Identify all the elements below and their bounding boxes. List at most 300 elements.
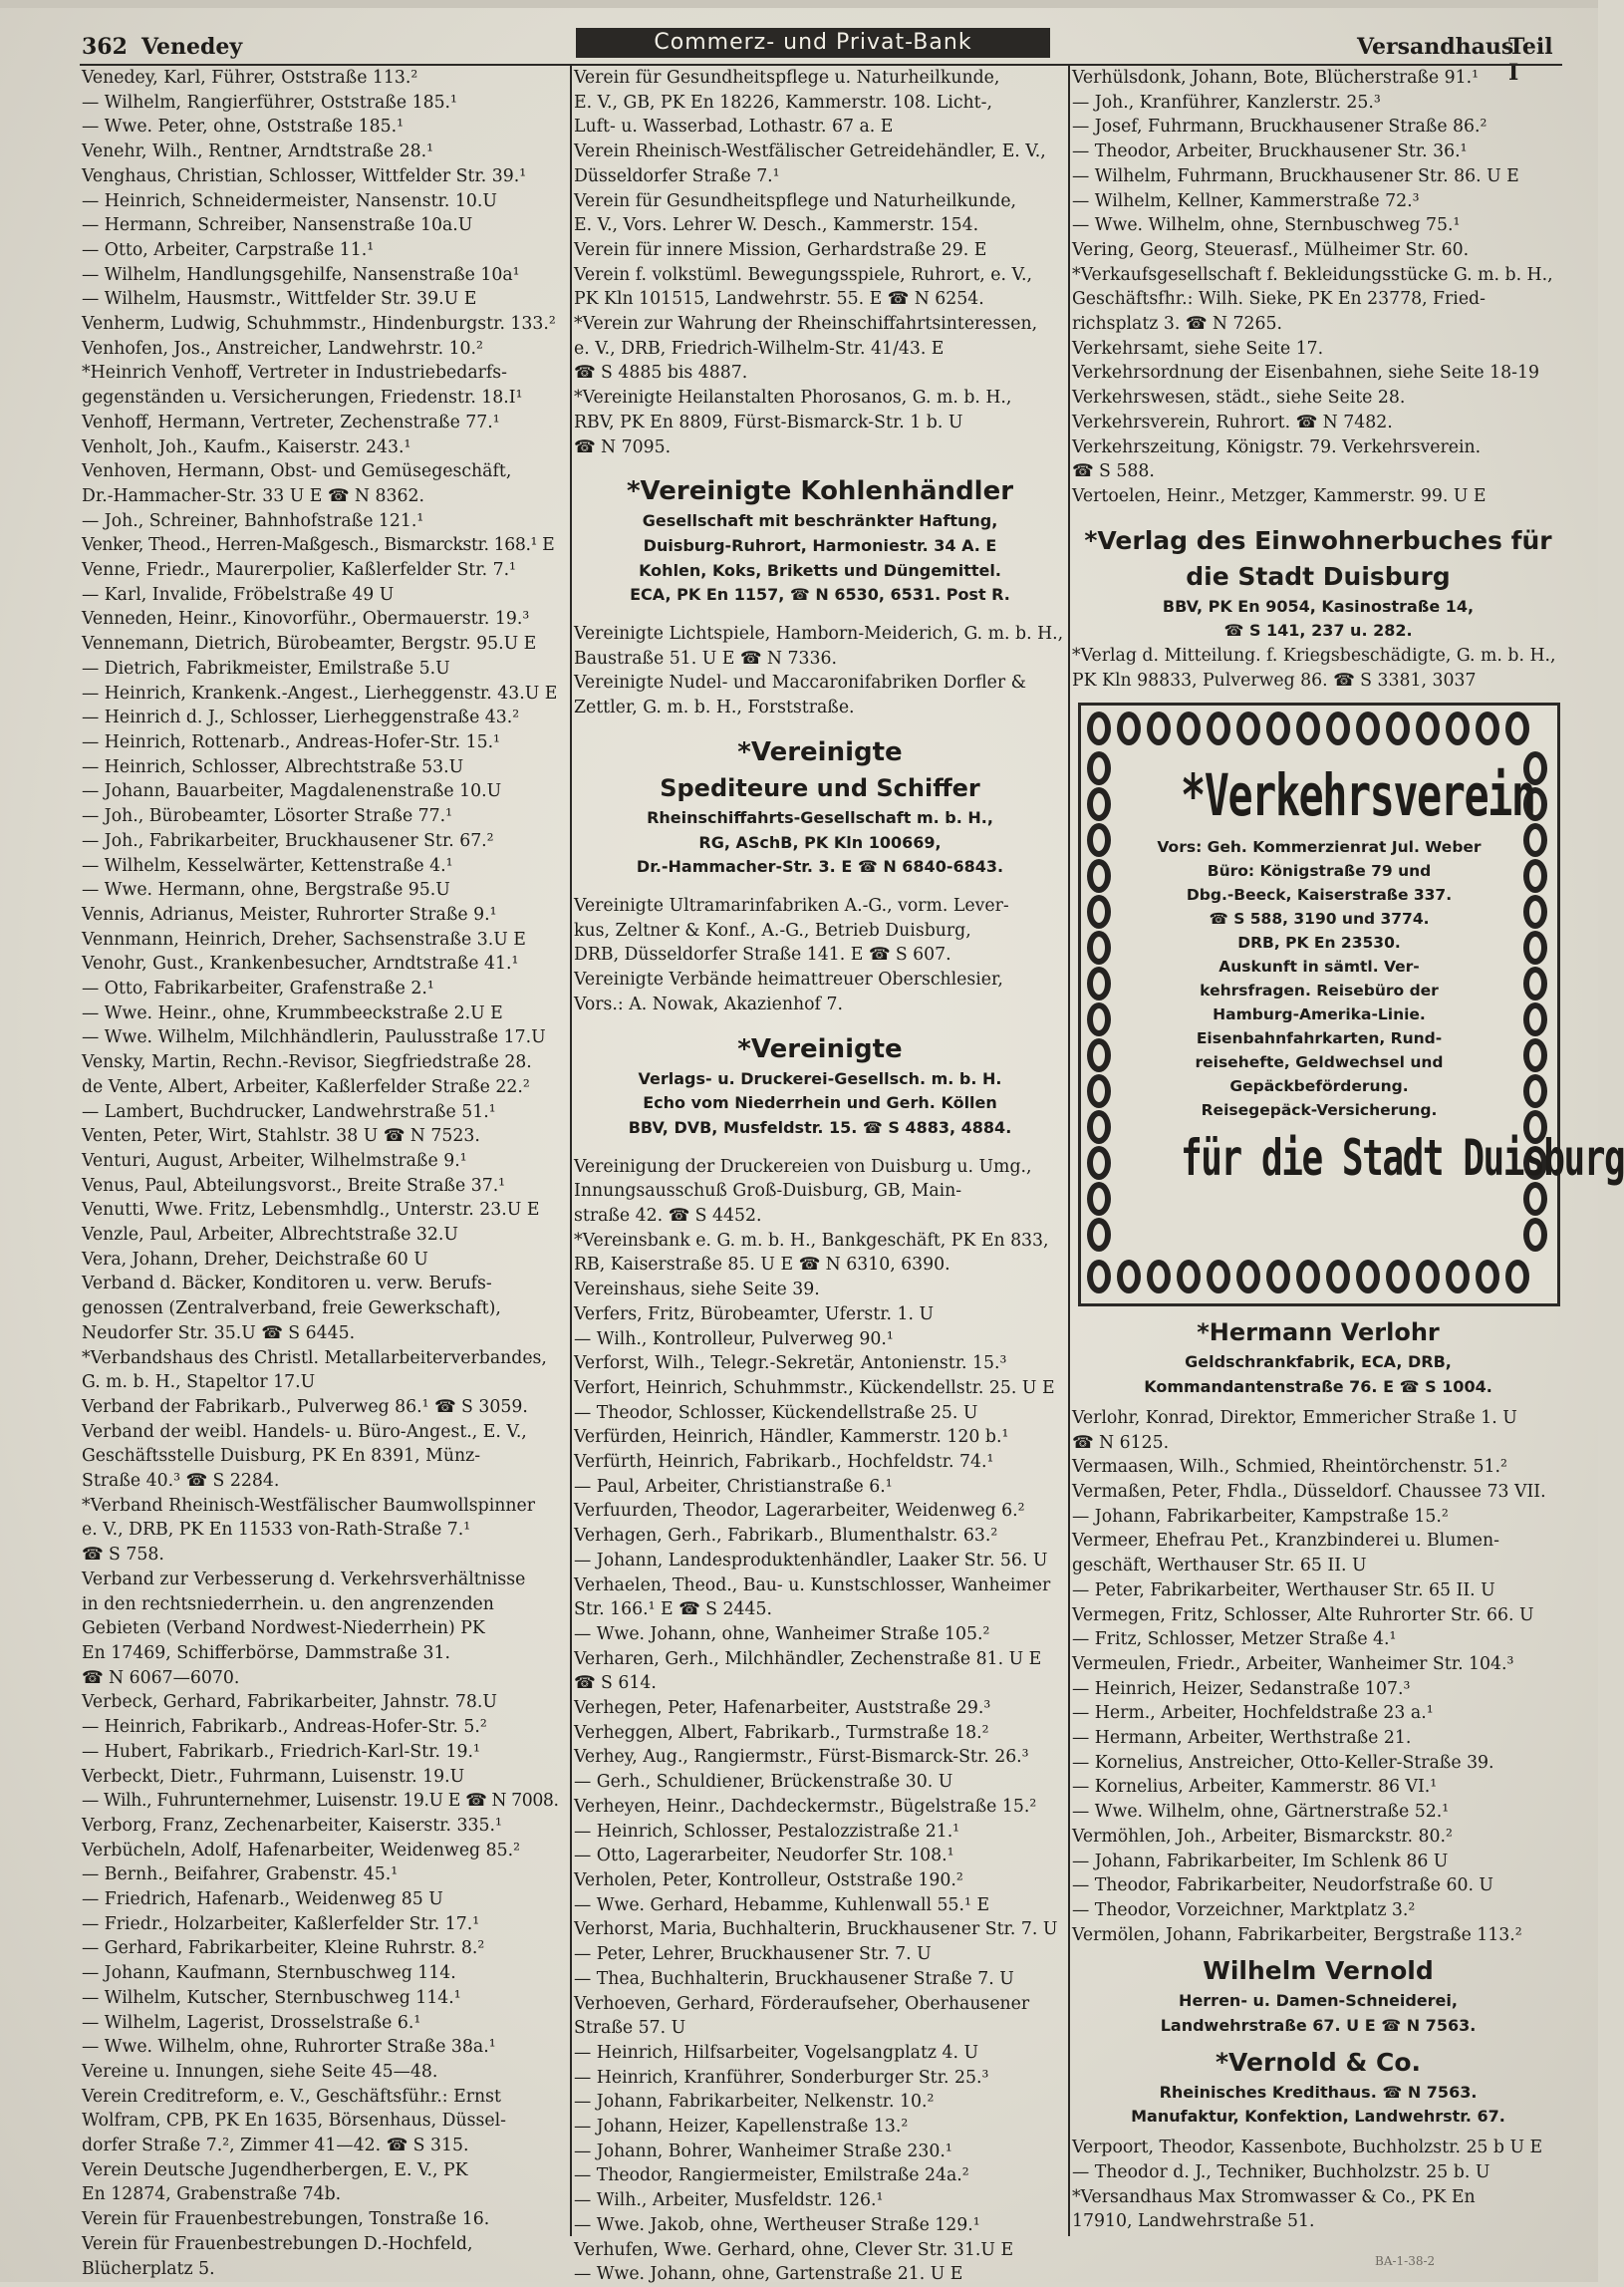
ad-verlag-title-2: die Stadt Duisburg [1186,561,1451,591]
directory-entry: Venker, Theod., Herren-Maßgesch., Bismarckstr. 168.¹ E [82,535,555,556]
directory-entry: Verkehrsamt, siehe Seite 17. [1072,338,1324,359]
directory-entry: ☎ N 7095. [574,436,672,457]
ring-ornament [1523,1038,1547,1072]
ring-ornament [1476,712,1499,745]
directory-entry: — Bernh., Beifahrer, Grabenstr. 45.¹ [82,1864,399,1885]
ad-kohlenhaendler-title: *Vereinigte Kohlenhändler [626,476,1014,507]
directory-entry: Vereine u. Innungen, siehe Seite 45—48. [82,2061,438,2082]
ad-line: reisehefte, Geldwechsel und [1195,1053,1444,1072]
right-entries-top [1072,66,1564,509]
directory-entry: Venholt, Joh., Kaufm., Kaiserstr. 243.¹ [82,436,411,457]
directory-entry: — Theodor, Rangiermeister, Emilstraße 24a.² [574,2165,969,2186]
middle-entries-bottom [574,1155,1066,2287]
ring-ornament [1117,712,1141,745]
right-entries-bottom [1072,2136,1564,2234]
directory-entry: Verforst, Wilh., Telegr.-Sekretär, Antonienstr. 15.³ [574,1353,1007,1374]
ring-ornament [1087,712,1111,745]
directory-entry: Verein Creditreform, e. V., Geschäftsführ.: Ernst [82,2086,501,2107]
directory-entry: — Heinrich, Schlosser, Pestalozzistraße 21.¹ [574,1821,960,1842]
directory-entry: Verein Rheinisch-Westfälischer Getreidehändler, E. V., [574,142,1046,162]
directory-entry: Verkehrsverein, Ruhrort. ☎ N 7482. [1072,412,1393,432]
directory-entry: — Wilh., Arbeiter, Musfeldstr. 126.¹ [574,2190,884,2211]
ring-ornament [1236,712,1260,745]
ad-vernold-lines [1072,1989,1564,2038]
directory-entry: *Vereinsbank e. G. m. b. H., Bankgeschäft, PK En 833, [574,1230,1049,1251]
directory-entry: Verholen, Peter, Kontrolleur, Oststraße 190.² [574,1870,963,1890]
bank-banner: Commerz- und Privat-Bank [576,28,1050,58]
ring-ornament [1266,712,1290,745]
directory-entry: En 12874, Grabenstraße 74b. [82,2184,342,2205]
ring-ornament [1087,895,1111,929]
directory-entry: — Wilh., Kontrolleur, Pulverweg 90.¹ [574,1328,894,1349]
directory-entry: — Wilhelm, Fuhrmann, Bruckhausener Str. 86. U E [1072,165,1519,186]
directory-entry: Verein für innere Mission, Gerhardstraße 29. E [574,239,987,260]
directory-entry: Vereinshaus, siehe Seite 39. [574,1280,820,1300]
ad-line: Gepäckbeförderung. [1229,1077,1409,1096]
ad-line: Kommandantenstraße 76. E ☎ S 1004. [1144,1377,1492,1397]
directory-entry: — Johann, Bohrer, Wanheimer Straße 230.¹ [574,2141,952,2161]
directory-entry: Verheggen, Albert, Fabrikarb., Turmstraße 18.² [574,1722,989,1743]
directory-entry: En 17469, Schifferbörse, Dammstraße 31. [82,1643,451,1663]
directory-entry: Venutti, Wwe. Fritz, Lebensmhdlg., Unterstr. 23.U E [82,1200,540,1221]
directory-entry: Venehr, Wilh., Rentner, Arndtstraße 28.¹ [82,142,434,162]
ring-ornament [1087,1002,1111,1036]
directory-entry: Vereinigte Verbände heimattreuer Oberschlesier, [574,970,1003,991]
directory-entry: — Herm., Arbeiter, Hochfeldstraße 23 a.¹ [1072,1703,1434,1724]
directory-entry: — Wwe. Peter, ohne, Oststraße 185.¹ [82,117,405,138]
column-right [1072,66,1624,2234]
ring-ornament [1416,712,1440,745]
ring-ornament [1523,859,1547,893]
ring-ornament [1523,1002,1547,1036]
ring-ornament [1087,823,1111,857]
directory-entry: — Heinrich, Krankenk.-Angest., Lierheggenstr. 43.U E [82,683,558,704]
directory-entry: — Heinrich, Schlosser, Albrechtstraße 53.U [82,756,464,777]
directory-entry: e. V., DRB, PK En 11533 von-Rath-Straße 7.¹ [82,1520,471,1541]
directory-entry: — Otto, Arbeiter, Carpstraße 11.¹ [82,239,375,260]
directory-entry: Verein für Gesundheitspflege und Naturheilkunde, [574,190,1017,211]
directory-entry: Düsseldorfer Straße 7.¹ [574,165,780,186]
directory-entry: Verhey, Aug., Rangiermstr., Fürst-Bismarck-Str. 26.³ [574,1747,1029,1768]
ad-line: Auskunft in sämtl. Ver- [1218,958,1420,977]
directory-entry: Venne, Friedr., Maurerpolier, Kaßlerfelder Str. 7.¹ [82,560,516,581]
directory-entry: Verborg, Franz, Zechenarbeiter, Kaiserstr. 335.¹ [82,1815,502,1836]
ad-line: Echo vom Niederrhein und Gerh. Köllen [643,1093,997,1113]
directory-entry: ☎ S 758. [82,1545,164,1566]
ring-ornament [1087,1146,1111,1180]
directory-entry: Vermeulen, Friedr., Arbeiter, Wanheimer Str. 104.³ [1072,1653,1514,1674]
directory-entry: — Theodor d. J., Techniker, Buchholzstr. 25 b. U [1072,2161,1490,2182]
page-number: 362 [82,34,128,60]
ring-ornament [1087,1260,1111,1293]
ring-ornament [1236,1260,1260,1293]
directory-entry: Verein für Gesundheitspflege u. Naturheilkunde, [574,68,1000,88]
ad-vernold-co-title: *Vernold & Co. [1215,2047,1421,2077]
directory-entry: — Johann, Fabrikarbeiter, Im Schlenk 86 U [1072,1851,1449,1871]
directory-entry: — Wwe. Heinr., ohne, Krummbeeckstraße 2.U E [82,1002,503,1023]
directory-entry: Venhoven, Hermann, Obst- und Gemüsegeschäft, [82,461,512,482]
ad-line: Dbg.-Beeck, Kaiserstraße 337. [1186,886,1453,905]
column-divider-1 [570,64,572,2236]
directory-entry: de Vente, Albert, Arbeiter, Kaßlerfelder Straße 22.² [82,1076,530,1097]
ring-ornament [1087,931,1111,965]
directory-entry: Innungsausschuß Groß-Duisburg, GB, Main- [574,1181,962,1202]
directory-entry: Verfürth, Heinrich, Fabrikarb., Hochfeldstr. 74.¹ [574,1452,994,1473]
directory-entry: Vermaßen, Peter, Fhdla., Düsseldorf. Chaussee 73 VII. [1072,1481,1546,1502]
ring-ornament [1386,1260,1410,1293]
ad-line: ☎ S 588, 3190 und 3774. [1209,910,1430,929]
directory-entry: Gebieten (Verband Nordwest-Niederrhein) PK [82,1618,485,1639]
directory-entry: — Wilhelm, Handlungsgehilfe, Nansenstraße 10a¹ [82,264,520,285]
ring-ornament [1505,1260,1529,1293]
directory-entry: Baustraße 51. U E ☎ N 7336. [574,648,838,669]
directory-entry: Verhülsdonk, Johann, Bote, Blücherstraße 91.¹ [1072,68,1480,88]
directory-entry: — Heinrich, Schneidermeister, Nansenstr. 10.U [82,190,497,211]
directory-entry: Verbücheln, Adolf, Hafenarbeiter, Weidenweg 85.² [82,1840,521,1860]
directory-entry: geschäft, Werthauser Str. 65 II. U [1072,1556,1367,1576]
directory-entry: Geschäftsstelle Duisburg, PK En 8391, Münz- [82,1446,481,1467]
directory-entry: Verkehrsordnung der Eisenbahnen, siehe Seite 18-19 [1072,363,1539,384]
ring-ornament [1386,712,1410,745]
ring-ornament [1326,1260,1350,1293]
directory-entry: — Joh., Fabrikarbeiter, Bruckhausener Str. 67.² [82,830,494,851]
directory-entry: RB, Kaiserstraße 85. U E ☎ N 6310, 6390. [574,1255,950,1276]
directory-entry: Vereinigte Lichtspiele, Hamborn-Meiderich, G. m. b. H., [574,624,1064,645]
directory-entry: Verhagen, Gerh., Fabrikarb., Blumenthalstr. 63.² [574,1526,998,1547]
ad-vernold-co-lines [1072,2081,1564,2130]
directory-entry: Verkehrszeitung, Königstr. 79. Verkehrsverein. [1072,436,1482,457]
ad-line: BBV, DVB, Musfeldstr. 15. ☎ S 4883, 4884. [628,1117,1012,1137]
directory-entry: Vereinigung der Druckereien von Duisburg u. Umg., [574,1156,1032,1177]
directory-entry: — Peter, Fabrikarbeiter, Werthauser Str. 65 II. U [1072,1579,1495,1600]
directory-entry: — Hermann, Arbeiter, Werthstraße 21. [1072,1728,1412,1749]
directory-entry: Verein für Frauenbestrebungen D.-Hochfeld, [82,2233,473,2254]
directory-entry: Verharen, Gerh., Milchhändler, Zechenstraße 81. U E [574,1648,1042,1669]
ring-ornament [1446,1260,1470,1293]
directory-entry: — Heinrich, Fabrikarb., Andreas-Hofer-Str. 5.² [82,1717,487,1738]
ring-ornament [1505,712,1529,745]
directory-entry: — Johann, Fabrikarbeiter, Nelkenstr. 10.² [574,2092,935,2113]
ring-ornament [1523,931,1547,965]
directory-entry: Str. 166.¹ E ☎ S 2445. [574,1599,772,1620]
directory-entry: ☎ S 588. [1072,461,1155,482]
ad-line: ECA, PK En 1157, ☎ N 6530, 6531. Post R. [630,585,1010,605]
ad-verlag-lines [1072,595,1564,644]
directory-entry: Vereinigte Ultramarinfabriken A.-G., vorm. Lever- [574,895,1009,916]
ring-ornament [1087,1038,1111,1072]
ad-line: kehrsfragen. Reisebüro der [1200,982,1439,1001]
ad-line: ☎ S 141, 237 u. 282. [1223,621,1413,641]
directory-entry: *Verkaufsgesellschaft f. Bekleidungsstücke G. m. b. H., [1072,264,1553,285]
ad-verlag-title-1: *Verlag des Einwohnerbuches für [1084,525,1552,555]
ad-line: Eisenbahnfahrkarten, Rund- [1196,1029,1443,1048]
header-right-word: Versandhaus [1357,34,1514,60]
ring-ornament [1523,1218,1547,1252]
ad-line: BBV, PK En 9054, Kasinostraße 14, [1162,596,1475,616]
directory-entry: — Thea, Buchhalterin, Bruckhausener Straße 7. U [574,1968,1014,1989]
directory-entry: Verfuurden, Theodor, Lagerarbeiter, Weidenweg 6.² [574,1501,1025,1522]
directory-entry: kus, Zeltner & Konf., A.-G., Betrieb Duisburg, [574,920,971,941]
ad-verkehrsverein-lines [1127,835,1511,1122]
directory-entry: Blücherplatz 5. [82,2258,215,2279]
directory-entry: ☎ N 6125. [1072,1432,1170,1453]
directory-entry: Vermeer, Ehefrau Pet., Kranzbinderei u. Blumen- [1072,1531,1499,1552]
ring-ornament [1476,1260,1499,1293]
ring-ornament [1087,751,1111,785]
ring-ornament [1356,712,1380,745]
directory-entry: straße 42. ☎ S 4452. [574,1206,762,1227]
directory-entry: *Verein zur Wahrung der Rheinschiffahrtsinteressen, [574,314,1038,335]
directory-entry: Verbeck, Gerhard, Fabrikarbeiter, Jahnstr. 78.U [82,1692,497,1713]
directory-entry: ☎ N 6067—6070. [82,1667,240,1688]
directory-entry: Verhorst, Maria, Buchhalterin, Bruckhausener Str. 7. U [574,1919,1058,1940]
archive-mark: BA-1-38-2 [1375,2254,1436,2268]
ad-line: Rheinisches Kredithaus. ☎ N 7563. [1159,2082,1478,2102]
directory-entry: Vermöhlen, Joh., Arbeiter, Bismarckstr. 80.² [1072,1826,1453,1847]
ring-ornament [1523,1074,1547,1108]
directory-entry: Verfort, Heinrich, Schuhmmstr., Kückendellstr. 25. U E [574,1377,1055,1398]
ring-ornament [1087,1110,1111,1144]
ring-ornament [1523,967,1547,1001]
ad-line: Gesellschaft mit beschränkter Haftung, [642,511,998,531]
ring-ornament [1416,1260,1440,1293]
header-left-word: Venedey [141,34,243,60]
ad-line: Dr.-Hammacher-Str. 3. E ☎ N 6840-6843. [636,857,1004,877]
ring-ornament [1147,712,1171,745]
ad-line: Rheinschiffahrts-Gesellschaft m. b. H., [647,807,993,827]
directory-entry: Vermegen, Fritz, Schlosser, Alte Ruhrorter Str. 66. U [1072,1604,1534,1625]
directory-entry: *Verbandshaus des Christl. Metallarbeiterverbandes, [82,1347,547,1368]
directory-entry: Venus, Paul, Abteilungsvorst., Breite Straße 37.¹ [82,1175,506,1196]
directory-entry: — Wwe. Wilhelm, Milchhändlerin, Paulusstraße 17.U [82,1027,546,1048]
directory-entry: — Peter, Lehrer, Bruckhausener Str. 7. U [574,1944,932,1965]
directory-entry: — Gerhard, Fabrikarbeiter, Kleine Ruhrstr. 8.² [82,1938,485,1959]
ring-ornament [1087,1182,1111,1216]
directory-entry: — Theodor, Arbeiter, Bruckhausener Str. 36.¹ [1072,142,1468,162]
directory-entry: Vennis, Adrianus, Meister, Ruhrorter Straße 9.¹ [82,904,497,925]
ring-ornament [1087,1218,1111,1252]
header-part: Teil I [1508,34,1553,86]
directory-entry: Venghaus, Christian, Schlosser, Wittfelder Str. 39.¹ [82,165,527,186]
directory-entry: Vors.: A. Nowak, Akazienhof 7. [574,994,843,1014]
directory-entry: — Lambert, Buchdrucker, Landwehrstraße 51.¹ [82,1101,496,1122]
directory-entry: — Otto, Fabrikarbeiter, Grafenstraße 2.¹ [82,979,434,1000]
directory-entry: — Dietrich, Fabrikmeister, Emilstraße 5.U [82,658,450,679]
directory-entry: 17910, Landwehrstraße 51. [1072,2211,1315,2232]
ring-ornament [1446,712,1470,745]
ad-verlohr-lines [1072,1350,1564,1399]
directory-entry: DRB, Düsseldorfer Straße 141. E ☎ S 607. [574,945,951,966]
directory-entry: — Wwe. Johann, ohne, Gartenstraße 21. U E [574,2264,963,2285]
directory-entry: Vertoelen, Heinr., Metzger, Kammerstr. 99. U E [1072,485,1487,506]
directory-entry: Vering, Georg, Steuerasf., Mülheimer Str. 60. [1072,239,1470,260]
ring-ornament [1087,859,1111,893]
directory-entry: — Wilhelm, Kellner, Kammerstraße 72.³ [1072,190,1420,211]
directory-entry: — Kornelius, Arbeiter, Kammerstr. 86 VI.¹ [1072,1777,1438,1798]
ad-line: Vors: Geh. Kommerzienrat Jul. Weber [1157,838,1482,857]
directory-entry: e. V., DRB, Friedrich-Wilhelm-Str. 41/43. E [574,338,945,359]
directory-entry: — Fritz, Schlosser, Metzer Straße 4.¹ [1072,1629,1397,1650]
directory-entry: — Wwe. Wilhelm, ohne, Sternbuschweg 75.¹ [1072,215,1461,236]
directory-entry: — Theodor, Fabrikarbeiter, Neudorfstraße 60. U [1072,1875,1493,1896]
directory-entry: Luft- u. Wasserbad, Lothastr. 67 a. E [574,117,894,138]
directory-entry: — Wwe. Jakob, ohne, Wertheuser Straße 129.¹ [574,2214,980,2235]
directory-entry: — Wilh., Fuhrunternehmer, Luisenstr. 19.U E ☎ N 7008. [82,1791,559,1812]
ad-spediteure-lines [574,806,1066,880]
directory-entry: — Joh., Bürobeamter, Lösorter Straße 77.¹ [82,806,453,827]
middle-entries-top [574,66,1066,459]
ad-line: Manufaktur, Konfektion, Landwehrstr. 67. [1131,2107,1505,2127]
ad-verkehrsverein-bottom: für die Stadt Duisburg [1181,1129,1624,1188]
directory-entry: — Heinrich, Rottenarb., Andreas-Hofer-Str. 15.¹ [82,731,500,752]
directory-entry: Verhufen, Wwe. Gerhard, ohne, Clever Str. 31.U E [574,2239,1014,2260]
ad-line: Herren- u. Damen-Schneiderei, [1179,1991,1458,2011]
directory-entry: — Johann, Bauarbeiter, Magdalenenstraße 10.U [82,781,502,802]
directory-entry: Verein f. volkstüml. Bewegungsspiele, Ruhrort, e. V., [574,264,1032,285]
ring-ornament [1266,1260,1290,1293]
directory-entry: Zettler, G. m. b. H., Forststraße. [574,698,855,718]
directory-entry: — Wilhelm, Hausmstr., Wittfelder Str. 39.U E [82,289,477,310]
directory-entry: Vereinigte Nudel- und Maccaronifabriken Dorfler & [574,673,1026,694]
directory-entry: — Otto, Lagerarbeiter, Neudorfer Str. 108.¹ [574,1846,954,1866]
ring-ornament [1087,967,1111,1001]
ad-line: Reisegepäck-Versicherung. [1201,1101,1438,1120]
directory-entry: *Verband Rheinisch-Westfälischer Baumwollspinner [82,1495,535,1516]
directory-entry: — Wwe. Wilhelm, ohne, Gärtnerstraße 52.¹ [1072,1802,1450,1823]
directory-entry: Verband der weibl. Handels- u. Büro-Angest., E. V., [82,1421,527,1442]
ad-inner [1127,755,1624,1254]
directory-entry: — Theodor, Vorzeichner, Marktplatz 3.² [1072,1899,1416,1920]
ad-verkehrsverein-title: *Verkehrsverein [1181,761,1535,830]
directory-entry: — Kornelius, Anstreicher, Otto-Keller-Straße 39. [1072,1752,1494,1773]
directory-entry: Verpoort, Theodor, Kassenbote, Buchholzstr. 25 b U E [1072,2138,1543,2158]
directory-entry: — Johann, Fabrikarbeiter, Kampstraße 15.² [1072,1506,1449,1527]
ad-line: DRB, PK En 23530. [1237,934,1401,953]
directory-entry: — Wwe. Gerhard, Hebamme, Kuhlenwall 55.¹ E [574,1894,990,1915]
right-entries-mid [1072,644,1564,693]
ad-verlohr-title: *Hermann Verlohr [1197,1318,1440,1347]
directory-entry: Vermaasen, Wilh., Schmied, Rheintörchenstr. 51.² [1072,1457,1507,1478]
directory-entry: — Heinrich, Heizer, Sedanstraße 107.³ [1072,1678,1411,1699]
directory-entry: *Versandhaus Max Stromwasser & Co., PK En [1072,2186,1476,2207]
directory-entry: Verband d. Bäcker, Konditoren u. verw. Berufs- [82,1274,492,1294]
directory-entry: Venzle, Paul, Arbeiter, Albrechtstraße 32.U [82,1225,458,1246]
ring-ornament [1087,787,1111,821]
directory-entry: *Verlag d. Mitteilung. f. Kriegsbeschädigte, G. m. b. H., [1072,646,1556,667]
directory-entry: — Joh., Kranführer, Kanzlerstr. 25.³ [1072,92,1381,113]
directory-entry: richsplatz 3. ☎ N 7265. [1072,314,1282,335]
directory-entry: gegenständen u. Versicherungen, Friedenstr. 18.I¹ [82,388,523,409]
directory-entry: — Wilhelm, Kesselwärter, Kettenstraße 4.¹ [82,855,453,876]
directory-entry: Venhofen, Jos., Anstreicher, Landwehrstr. 10.² [82,338,483,359]
directory-entry: E. V., GB, PK En 18226, Kammerstr. 108. Licht-, [574,92,992,113]
directory-entry: Venedey, Karl, Führer, Oststraße 113.² [82,68,418,88]
ad-line: RG, ASchB, PK Kln 100669, [698,832,942,852]
directory-entry: ☎ S 614. [574,1673,657,1694]
right-entries-mid2 [1072,1406,1564,1947]
ring-ornament [1296,1260,1320,1293]
directory-entry: Vennmann, Heinrich, Dreher, Sachsenstraße 3.U E [82,929,526,950]
ring-ornament [1177,1260,1201,1293]
directory-entry: Straße 57. U [574,2018,686,2039]
column-left [82,66,568,2279]
directory-entry: Vera, Johann, Dreher, Deichstraße 60 U [82,1249,428,1270]
ring-ornament [1296,712,1320,745]
directory-entry: Verband zur Verbesserung d. Verkehrsverhältnisse [82,1569,526,1589]
ad-line: Geldschrankfabrik, ECA, DRB, [1185,1352,1452,1372]
directory-entry: Verein für Frauenbestrebungen, Tonstraße 16. [82,2209,490,2230]
directory-entry: Verkehrswesen, städt., siehe Seite 28. [1072,388,1406,409]
directory-entry: — Heinrich, Hilfsarbeiter, Vogelsangplatz 4. U [574,2042,979,2063]
directory-entry: *Heinrich Venhoff, Vertreter in Industriebedarfs- [82,363,508,384]
directory-entry: Verhegen, Peter, Hafenarbeiter, Auststraße 29.³ [574,1698,991,1719]
ad-line: Verlags- u. Druckerei-Gesellsch. m. b. H. [638,1068,1002,1088]
directory-entry: Venneden, Heinr., Kinovorführ., Obermauerstr. 19.³ [82,609,530,630]
directory-entry: Verhoeven, Gerhard, Förderaufseher, Oberhausener [574,1993,1030,2014]
directory-entry: — Heinrich d. J., Schlosser, Lierheggenstraße 43.² [82,708,520,728]
page-top-edge [0,0,1598,8]
directory-entry: Verfürden, Heinrich, Händler, Kammerstr. 120 b.¹ [574,1427,1009,1448]
ring-ornament [1087,1074,1111,1108]
directory-entry: G. m. b. H., Stapeltor 17.U [82,1372,316,1393]
ring-ornament [1523,1182,1547,1216]
ring-ornament [1207,1260,1230,1293]
directory-entry: Verhaelen, Theod., Bau- u. Kunstschlosser, Wanheimer [574,1574,1051,1595]
directory-entry: ☎ S 4885 bis 4887. [574,363,748,384]
ad-line: Duisburg-Ruhrort, Harmoniestr. 34 A. E [643,535,997,555]
ad-spediteure-title-2: Spediteure und Schiffer [660,773,980,802]
directory-entry: Verfers, Fritz, Bürobeamter, Uferstr. 1. U [574,1303,935,1324]
directory-entry: Venturi, August, Arbeiter, Wilhelmstraße 9.¹ [82,1150,467,1171]
directory-entry: Verlohr, Konrad, Direktor, Emmericher Straße 1. U [1072,1407,1517,1428]
directory-entry: Vermölen, Johann, Fabrikarbeiter, Bergstraße 113.² [1072,1924,1522,1945]
directory-entry: PK Kln 98833, Pulverweg 86. ☎ S 3381, 3037 [1072,670,1477,691]
directory-entry: Venohr, Gust., Krankenbesucher, Arndtstraße 41.¹ [82,954,519,975]
ring-ornament [1356,1260,1380,1293]
directory-entry: Neudorfer Str. 35.U ☎ S 6445. [82,1322,356,1343]
directory-entry: — Joh., Schreiner, Bahnhofstraße 121.¹ [82,510,424,531]
directory-entry: — Johann, Heizer, Kapellenstraße 13.² [574,2117,909,2138]
directory-entry: Verheyen, Heinr., Dachdeckermstr., Bügelstraße 15.² [574,1796,1037,1817]
directory-entry: — Johann, Landesproduktenhändler, Laaker Str. 56. U [574,1550,1048,1571]
directory-entry: — Johann, Kaufmann, Sternbuschweg 114. [82,1963,456,1984]
ad-vernold-title: Wilhelm Vernold [1203,1956,1434,1986]
ad-verlags-lines [574,1067,1066,1141]
middle-entries-mid [574,622,1066,720]
directory-entry: — Theodor, Schlosser, Kückendellstraße 25. U [574,1402,978,1423]
directory-entry: Venten, Peter, Wirt, Stahlstr. 38 U ☎ N 7523. [82,1126,480,1147]
directory-entry: — Josef, Fuhrmann, Bruckhausener Straße 86.² [1072,117,1488,138]
directory-entry: in den rechtsniederrhein. u. den angrenzenden [82,1593,494,1614]
middle-entries-mid2 [574,894,1066,1017]
ad-line: Hamburg-Amerika-Linie. [1213,1005,1426,1024]
directory-entry: Dr.-Hammacher-Str. 33 U E ☎ N 8362. [82,485,425,506]
directory-entry: Verein Deutsche Jugendherbergen, E. V., PK [82,2159,468,2180]
directory-entry: — Wwe. Hermann, ohne, Bergstraße 95.U [82,880,450,901]
ad-kohlenhaendler-lines [574,509,1066,608]
directory-entry: Verbeckt, Dietr., Fuhrmann, Luisenstr. 19.U [82,1766,465,1787]
directory-entry: Geschäftsfhr.: Wilh. Sieke, PK En 23778, Fried- [1072,289,1486,310]
ring-ornament [1177,712,1201,745]
directory-entry: RBV, PK En 8809, Fürst-Bismarck-Str. 1 b. U [574,412,963,432]
ad-line: Büro: Königstraße 79 und [1207,862,1432,881]
directory-entry: E. V., Vors. Lehrer W. Desch., Kammerstr. 154. [574,215,979,236]
directory-entry: Straße 40.³ ☎ S 2284. [82,1471,280,1492]
directory-entry: — Paul, Arbeiter, Christianstraße 6.¹ [574,1476,893,1497]
directory-entry: — Friedrich, Hafenarb., Weidenweg 85 U [82,1889,443,1910]
directory-entry: — Wwe. Wilhelm, ohne, Ruhrorter Straße 38a.¹ [82,2037,496,2058]
ring-ornament [1326,712,1350,745]
